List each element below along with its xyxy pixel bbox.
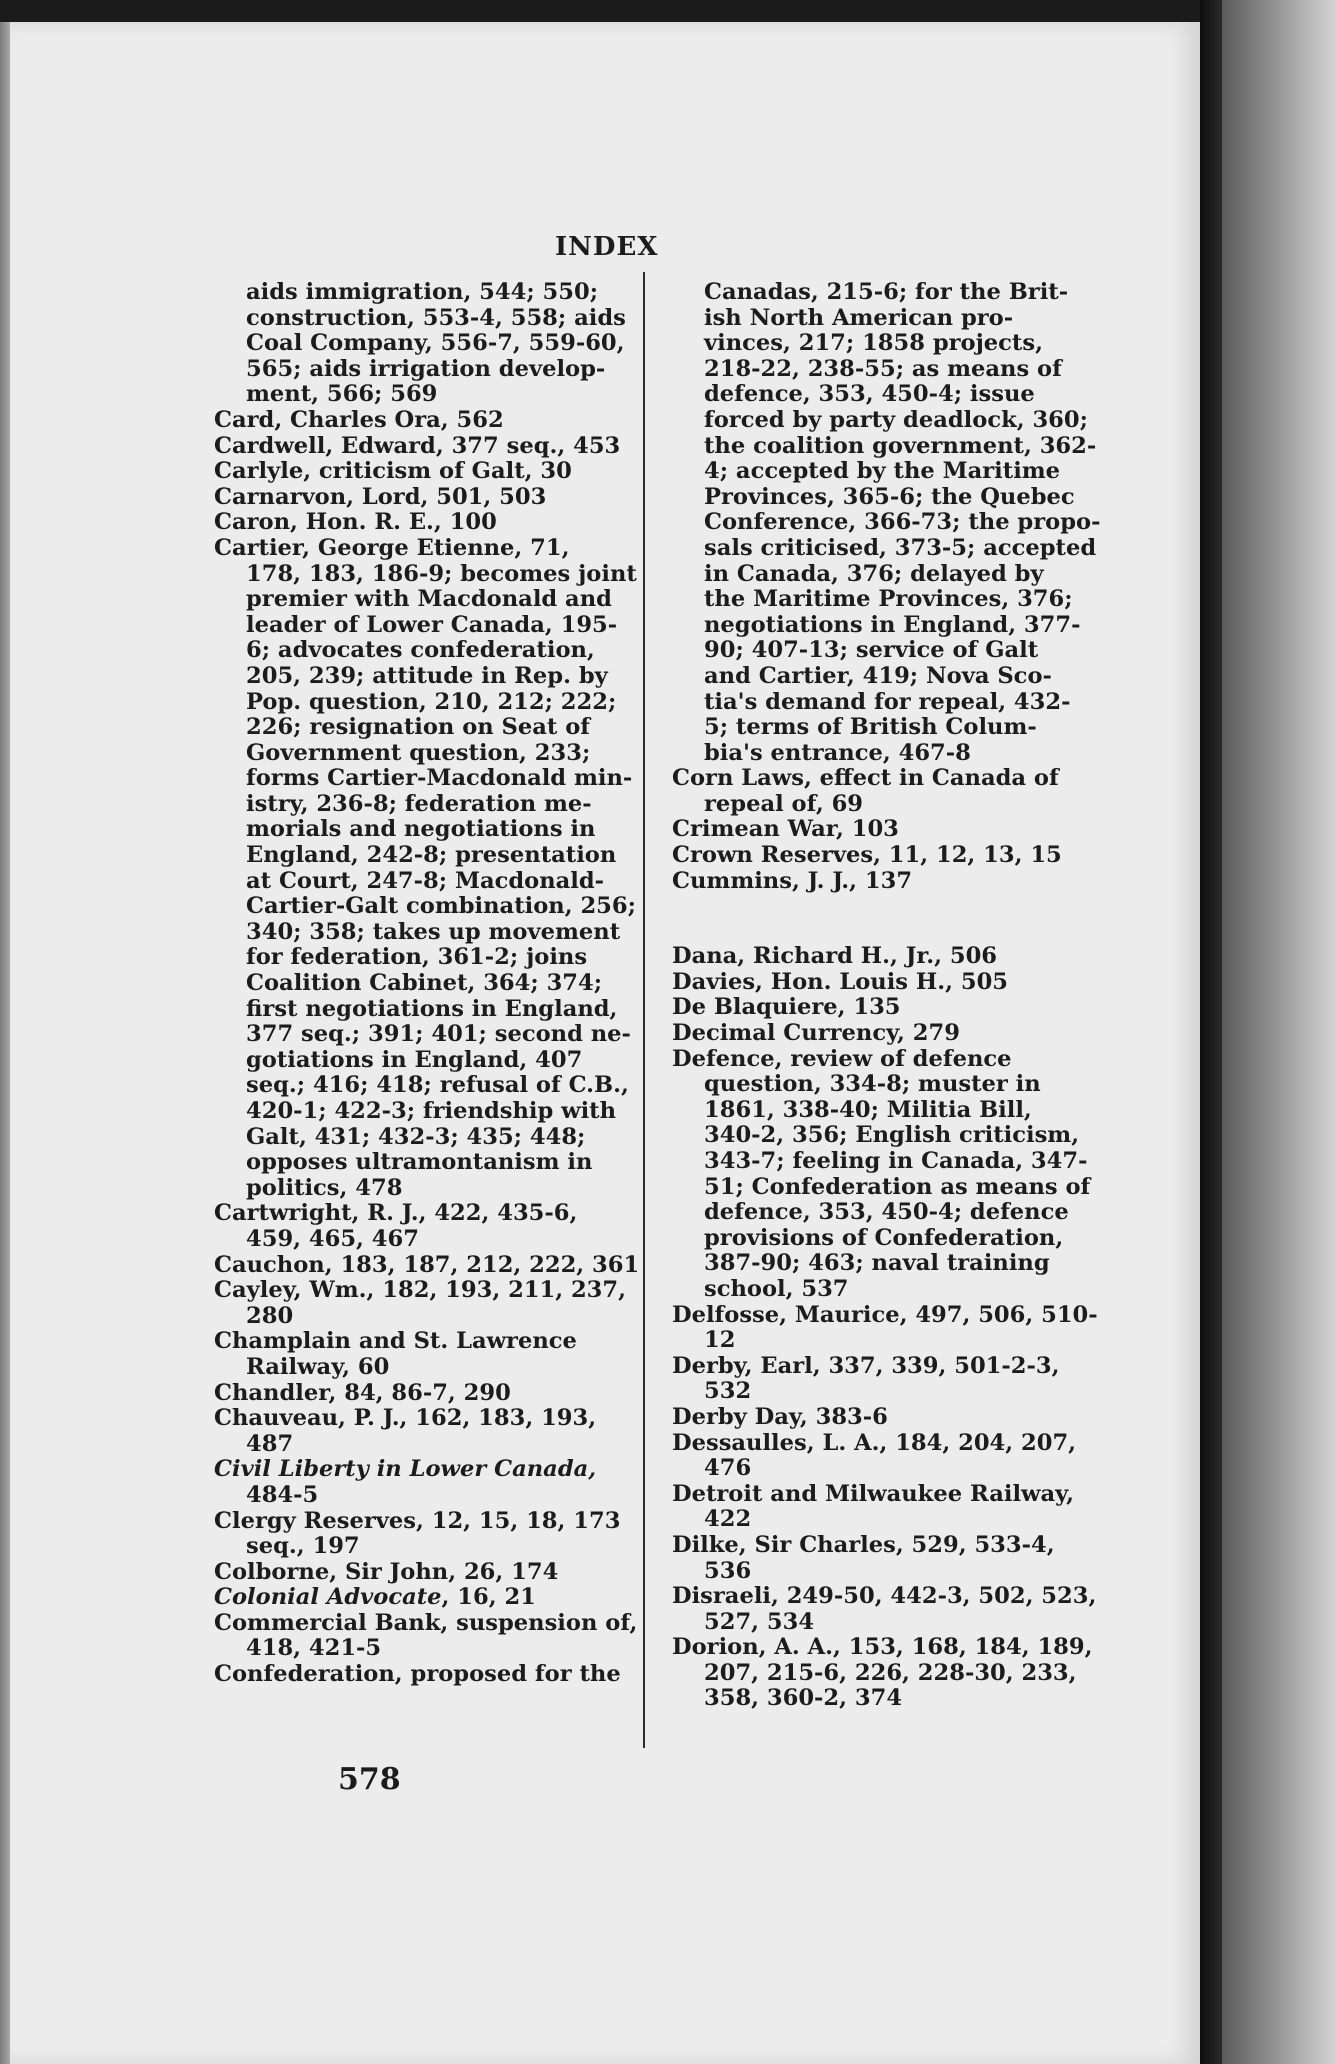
index-line: Coal Company, 556-7, 559-60, <box>246 330 625 357</box>
index-line: morials and negotiations in <box>246 816 596 843</box>
index-entry <box>214 1585 666 1611</box>
index-line: Canadas, 215-6; for the Brit- <box>704 279 1069 305</box>
index-line: negotiations in England, 377- <box>704 611 1081 638</box>
index-line: Cayley, Wm., 182, 193, 211, 237, <box>214 1277 626 1304</box>
index-letter-gap <box>672 894 1104 944</box>
index-line: 343-7; feeling in Canada, 347- <box>704 1148 1088 1174</box>
index-line: Civil Liberty in Lower Canada, <box>214 1456 597 1483</box>
index-line: opposes ultramontanism in <box>246 1149 593 1176</box>
index-entry <box>214 408 666 434</box>
index-line: defence, 353, 450-4; issue <box>704 381 1035 408</box>
index-entry <box>672 995 1104 1021</box>
index-line: 340-2, 356; English criticism, <box>704 1122 1080 1149</box>
index-line: seq., 197 <box>246 1533 360 1560</box>
index-line: Cauchon, 183, 187, 212, 222, 361 <box>214 1251 640 1278</box>
index-line: question, 334-8; muster in <box>704 1071 1041 1098</box>
index-line: Clergy Reserves, 12, 15, 18, 173 <box>214 1507 621 1534</box>
index-entry <box>214 280 666 408</box>
index-line: tia's demand for repeal, 432- <box>704 688 1071 715</box>
index-line: Chauveau, P. J., 162, 183, 193, <box>214 1405 597 1432</box>
index-line: Caron, Hon. R. E., 100 <box>214 509 497 536</box>
index-line: Derby, Earl, 337, 339, 501-2-3, <box>672 1352 1060 1379</box>
index-entry <box>672 843 1104 869</box>
index-line: Commercial Bank, suspension of, <box>214 1609 638 1636</box>
index-line: 218-22, 238-55; as means of <box>704 355 1062 382</box>
index-entry <box>214 1278 666 1329</box>
index-line: Conference, 366-73; the propo- <box>704 509 1101 536</box>
index-line: aids immigration, 544; 550; <box>246 279 599 305</box>
index-entry <box>672 1021 1104 1047</box>
index-entry <box>672 1482 1104 1533</box>
index-entry <box>214 536 666 1201</box>
index-entry <box>672 1635 1104 1712</box>
index-line: ish North American pro- <box>704 304 1014 331</box>
index-line: 358, 360-2, 374 <box>704 1685 903 1712</box>
index-line: Derby Day, 383-6 <box>672 1403 888 1430</box>
index-line: Railway, 60 <box>246 1353 390 1380</box>
index-line: Dana, Richard H., Jr., 506 <box>672 943 998 970</box>
index-line: Government question, 233; <box>246 739 591 766</box>
index-line: the coalition government, 362- <box>704 432 1097 459</box>
index-line: Card, Charles Ora, 562 <box>214 406 504 433</box>
index-line: forced by party deadlock, 360; <box>704 406 1088 433</box>
index-line: Carlyle, criticism of Galt, 30 <box>214 458 572 485</box>
index-line: first negotiations in England, <box>246 995 618 1022</box>
index-entry <box>672 1303 1104 1354</box>
index-line: 532 <box>704 1378 752 1405</box>
index-line: Detroit and Milwaukee Railway, <box>672 1480 1074 1507</box>
index-entry <box>214 1611 666 1662</box>
index-line: 90; 407-13; service of Galt <box>704 637 1039 664</box>
index-line: 484-5 <box>246 1481 319 1508</box>
index-line: Disraeli, 249-50, 442-3, 502, 523, <box>672 1583 1097 1610</box>
index-line: gotiations in England, 407 <box>246 1046 583 1073</box>
index-line: provisions of Confederation, <box>704 1224 1064 1251</box>
index-line: and Cartier, 419; Nova Sco- <box>704 662 1052 689</box>
index-line: Confederation, proposed for the <box>214 1661 621 1688</box>
index-entry <box>214 1509 666 1560</box>
index-entry <box>672 1047 1104 1303</box>
index-line: Pop. question, 210, 212; 222; <box>246 688 617 715</box>
index-line: 565; aids irrigation develop- <box>246 355 606 382</box>
index-line: vinces, 217; 1858 projects, <box>704 330 1043 357</box>
index-line: 536 <box>704 1557 752 1584</box>
book-gutter <box>1200 0 1222 2064</box>
index-line: 6; advocates confederation, <box>246 637 595 664</box>
running-header: INDEX <box>555 232 659 262</box>
index-line: Colborne, Sir John, 26, 174 <box>214 1558 559 1585</box>
index-entry <box>214 1560 666 1586</box>
index-line: Galt, 431; 432-3; 435; 448; <box>246 1123 586 1150</box>
index-line: 420-1; 422-3; friendship with <box>246 1098 617 1124</box>
index-line: school, 537 <box>704 1275 849 1302</box>
index-line: Crimean War, 103 <box>672 816 899 843</box>
index-line: seq.; 416; 418; refusal of C.B., <box>246 1072 629 1099</box>
index-line: 280 <box>246 1302 294 1329</box>
index-line: Cartier-Galt combination, 256; <box>246 893 636 920</box>
index-line: forms Cartier-Macdonald min- <box>246 765 633 792</box>
index-line: Dorion, A. A., 153, 168, 184, 189, <box>672 1634 1093 1661</box>
index-line: Decimal Currency, 279 <box>672 1020 960 1047</box>
index-line: 387-90; 463; naval training <box>704 1250 1050 1277</box>
index-line: 418, 421-5 <box>246 1635 382 1662</box>
index-line: Colonial Advocate, 16, 21 <box>214 1584 536 1611</box>
index-line: Defence, review of defence <box>672 1045 1012 1072</box>
index-entry <box>214 1253 666 1279</box>
index-line: Dessaulles, L. A., 184, 204, 207, <box>672 1429 1077 1456</box>
index-line: 476 <box>704 1455 752 1482</box>
index-line: Provinces, 365-6; the Quebec <box>704 483 1075 510</box>
index-line: bia's entrance, 467-8 <box>704 739 971 766</box>
index-line: Cummins, J. J., 137 <box>672 867 913 894</box>
index-line: De Blaquiere, 135 <box>672 994 901 1021</box>
index-line: Cartier, George Etienne, 71, <box>214 534 570 561</box>
index-line: defence, 353, 450-4; defence <box>704 1199 1069 1226</box>
index-entry <box>214 1457 666 1508</box>
facing-page-edge <box>1222 0 1336 2064</box>
index-line: 12 <box>704 1327 736 1354</box>
index-line: Chandler, 84, 86-7, 290 <box>214 1379 511 1406</box>
index-entry <box>214 1381 666 1407</box>
index-line: repeal of, 69 <box>704 790 864 817</box>
index-entry <box>672 1405 1104 1431</box>
index-line: 487 <box>246 1430 294 1457</box>
index-line: Coalition Cabinet, 364; 374; <box>246 970 603 997</box>
index-entry <box>672 1354 1104 1405</box>
index-entry <box>672 817 1104 843</box>
index-line: Cardwell, Edward, 377 seq., 453 <box>214 432 621 459</box>
index-entry <box>214 510 666 536</box>
index-line: sals criticised, 373-5; accepted <box>704 534 1097 561</box>
index-line: 5; terms of British Colum- <box>704 714 1037 741</box>
index-line: 340; 358; takes up movement <box>246 918 621 945</box>
index-line: for federation, 361-2; joins <box>246 944 588 971</box>
index-line: at Court, 247-8; Macdonald- <box>246 867 605 894</box>
index-line: Corn Laws, effect in Canada of <box>672 765 1059 792</box>
index-line: 527, 534 <box>704 1608 815 1635</box>
index-line: istry, 236-8; federation me- <box>246 790 592 817</box>
index-entry <box>672 1584 1104 1635</box>
index-line: 205, 239; attitude in Rep. by <box>246 662 608 689</box>
index-line: Crown Reserves, 11, 12, 13, 15 <box>672 842 1062 869</box>
index-line: England, 242-8; presentation <box>246 842 617 869</box>
index-line: construction, 553-4, 558; aids <box>246 304 626 331</box>
index-line: in Canada, 376; delayed by <box>704 560 1044 587</box>
index-line: premier with Macdonald and <box>246 586 612 613</box>
index-line: Carnarvon, Lord, 501, 503 <box>214 483 547 510</box>
index-column-right <box>672 280 1104 1712</box>
index-entry <box>214 1201 666 1252</box>
index-line: 377 seq.; 391; 401; second ne- <box>246 1021 631 1048</box>
index-entry <box>672 766 1104 817</box>
index-line: Dilke, Sir Charles, 529, 533-4, <box>672 1531 1055 1558</box>
index-line: 422 <box>704 1506 752 1533</box>
index-line: 226; resignation on Seat of <box>246 714 590 741</box>
index-entry <box>672 1533 1104 1584</box>
index-entry <box>214 434 666 460</box>
index-entry <box>672 970 1104 996</box>
index-line: 459, 465, 467 <box>246 1225 419 1252</box>
index-entry <box>214 1662 666 1688</box>
index-entry <box>214 1329 666 1380</box>
index-line: 207, 215-6, 226, 228-30, 233, <box>704 1659 1077 1686</box>
index-line: 4; accepted by the Maritime <box>704 458 1061 485</box>
index-line: Champlain and St. Lawrence <box>214 1328 577 1355</box>
index-line: Delfosse, Maurice, 497, 506, 510- <box>672 1301 1098 1328</box>
index-line: Cartwright, R. J., 422, 435-6, <box>214 1200 578 1227</box>
index-entry <box>672 1431 1104 1482</box>
index-line: Davies, Hon. Louis H., 505 <box>672 968 1009 995</box>
index-line: ment, 566; 569 <box>246 381 438 408</box>
index-line: 178, 183, 186-9; becomes joint <box>246 560 637 587</box>
index-entry <box>672 869 1104 895</box>
index-entry <box>214 459 666 485</box>
index-entry <box>672 944 1104 970</box>
index-entry <box>214 1406 666 1457</box>
index-line: 1861, 338-40; Militia Bill, <box>704 1096 1032 1123</box>
index-line: leader of Lower Canada, 195- <box>246 611 618 638</box>
index-entry <box>214 485 666 511</box>
index-column-left <box>214 280 666 1688</box>
index-line: 51; Confederation as means of <box>704 1173 1091 1200</box>
index-entry <box>672 280 1104 766</box>
index-line: the Maritime Provinces, 376; <box>704 586 1073 613</box>
index-line: politics, 478 <box>246 1174 403 1201</box>
page-number: 578 <box>338 1762 401 1797</box>
